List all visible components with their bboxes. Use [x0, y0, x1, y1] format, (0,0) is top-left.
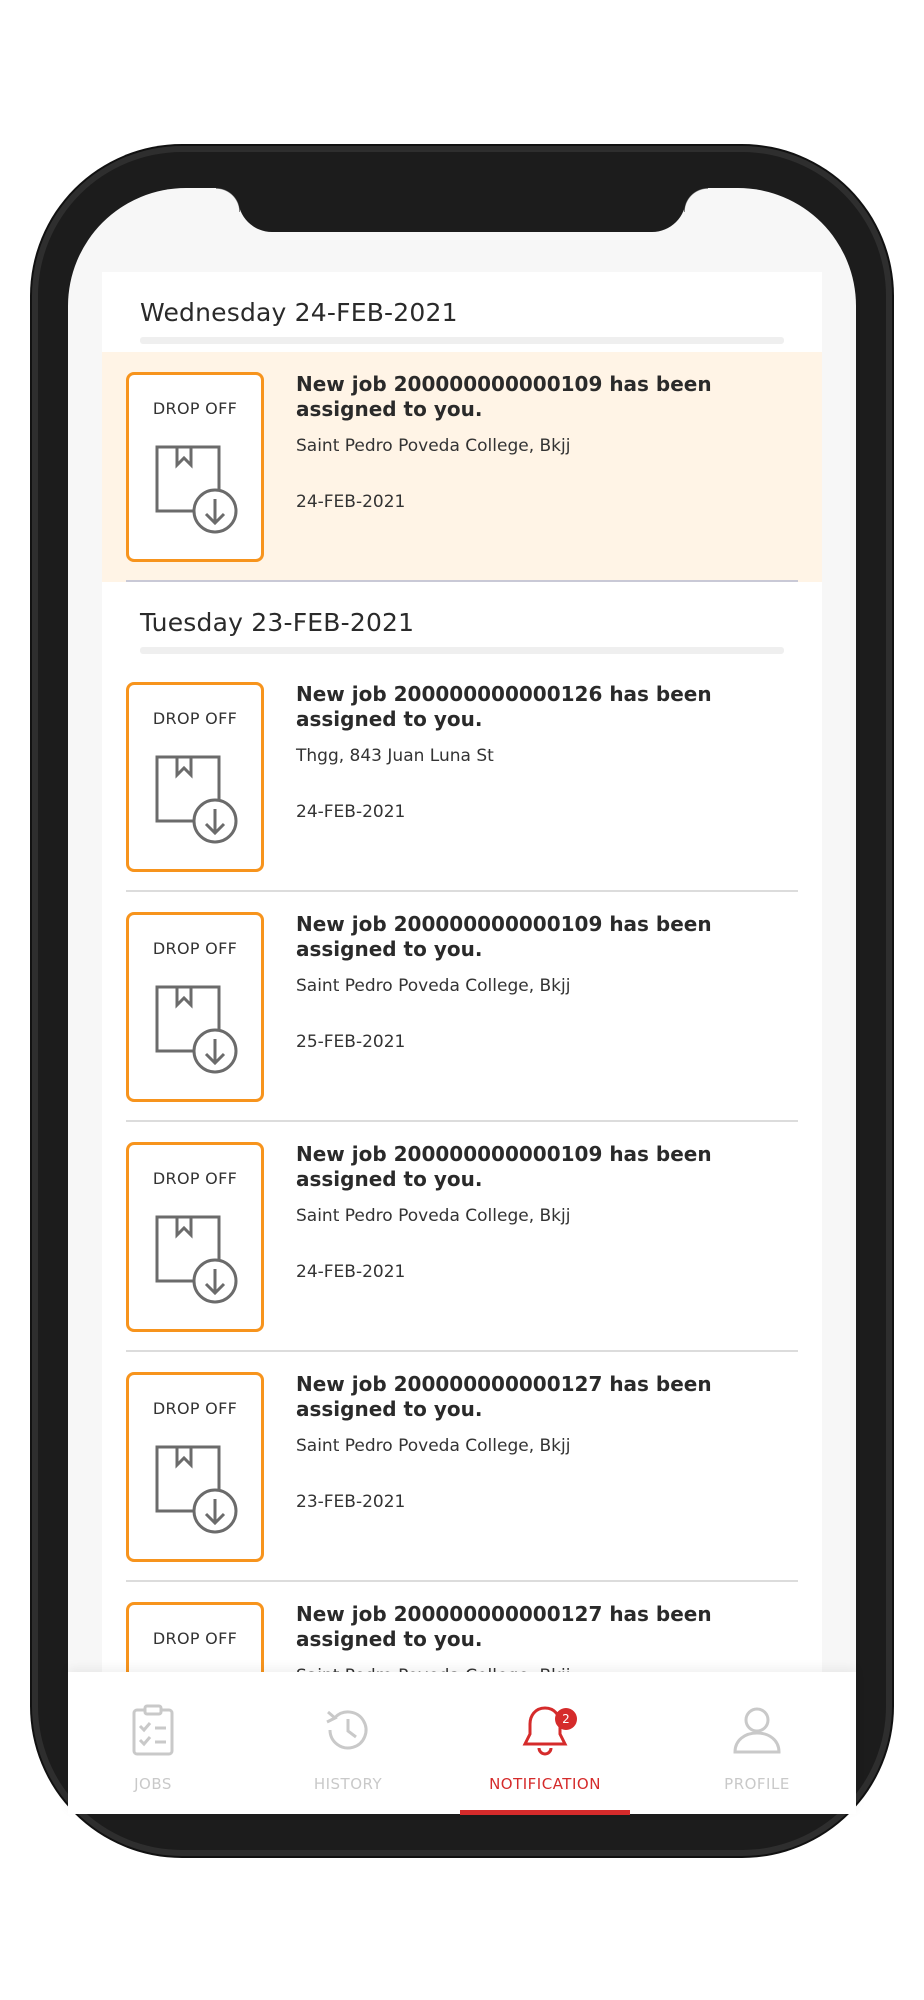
package-dropoff-icon: [153, 753, 243, 849]
section-rule: [140, 647, 784, 654]
notification-item[interactable]: [102, 1352, 822, 1582]
badge-label: DROP OFF: [152, 1169, 238, 1188]
tab-label: PROFILE: [724, 1775, 790, 1793]
notification-address: Saint Pedro Poveda College, Bkjj: [296, 1206, 571, 1226]
badge-label: DROP OFF: [152, 399, 238, 418]
section-date-title: Tuesday 23-FEB-2021: [140, 608, 415, 637]
notification-title: New job 200000000000127 has been assigned to you.: [296, 1602, 712, 1651]
drop-off-badge: [126, 912, 264, 1102]
section-rule: [140, 337, 784, 344]
notification-item[interactable]: [102, 1122, 822, 1352]
drop-off-badge: [126, 372, 264, 562]
user-profile-icon: [729, 1702, 785, 1758]
drop-off-badge: [126, 682, 264, 872]
notification-text: [296, 1142, 792, 1282]
notification-address: Saint Pedro Poveda College, Bkjj: [296, 1436, 571, 1456]
notification-address: Thgg, 843 Juan Luna St: [296, 746, 494, 766]
notification-text: [296, 912, 792, 1052]
notification-item[interactable]: [102, 352, 822, 582]
package-dropoff-icon: [153, 1213, 243, 1309]
badge-label: DROP OFF: [152, 1629, 238, 1648]
active-tab-indicator: [460, 1810, 630, 1815]
tab-profile[interactable]: [658, 1672, 856, 1814]
notification-title: New job 200000000000109 has been assigned to you.: [296, 912, 712, 961]
notification-text: [296, 1372, 792, 1512]
notification-date: 25-FEB-2021: [296, 1032, 406, 1052]
package-dropoff-icon: [153, 443, 243, 539]
notification-date: 24-FEB-2021: [296, 492, 406, 512]
tab-label: HISTORY: [313, 1775, 383, 1793]
drop-off-badge: [126, 1142, 264, 1332]
tab-label: NOTIFICATION: [489, 1775, 601, 1793]
notification-count-badge: 2: [555, 1708, 577, 1730]
section-header-tuesday: [102, 582, 822, 662]
notification-date: 24-FEB-2021: [296, 802, 406, 822]
notification-text: [296, 682, 792, 822]
section-date-title: Wednesday 24-FEB-2021: [140, 298, 458, 327]
clipboard-checklist-icon: [125, 1702, 181, 1758]
notification-item[interactable]: [102, 662, 822, 892]
notification-title: New job 200000000000109 has been assigned to you.: [296, 1142, 712, 1191]
badge-label: DROP OFF: [152, 709, 238, 728]
package-dropoff-icon: [153, 1443, 243, 1539]
notification-title: New job 200000000000109 has been assigned to you.: [296, 372, 712, 421]
drop-off-badge: [126, 1372, 264, 1562]
app-screen: [68, 188, 856, 1814]
section-header-wednesday: [102, 272, 822, 352]
notification-title: New job 200000000000126 has been assigned to you.: [296, 682, 712, 731]
tab-history[interactable]: [248, 1672, 448, 1814]
tab-jobs[interactable]: [68, 1672, 238, 1814]
tab-notification[interactable]: [460, 1672, 630, 1814]
tab-label: JOBS: [134, 1775, 172, 1793]
badge-label: DROP OFF: [152, 1399, 238, 1418]
package-dropoff-icon: [153, 983, 243, 1079]
phone-frame: [32, 146, 892, 1856]
notification-address: Saint Pedro Poveda College, Bkjj: [296, 436, 571, 456]
notification-list[interactable]: [102, 272, 822, 1672]
bottom-tab-bar: [68, 1672, 856, 1814]
notification-date: 23-FEB-2021: [296, 1492, 406, 1512]
notification-item[interactable]: [102, 892, 822, 1122]
notification-title: New job 200000000000127 has been assigned to you.: [296, 1372, 712, 1421]
notification-address: Saint Pedro Poveda College, Bkjj: [296, 976, 571, 996]
phone-notch: [238, 188, 686, 232]
notification-text: [296, 372, 792, 512]
badge-label: DROP OFF: [152, 939, 238, 958]
history-clock-icon: [320, 1702, 376, 1758]
notification-date: 24-FEB-2021: [296, 1262, 406, 1282]
